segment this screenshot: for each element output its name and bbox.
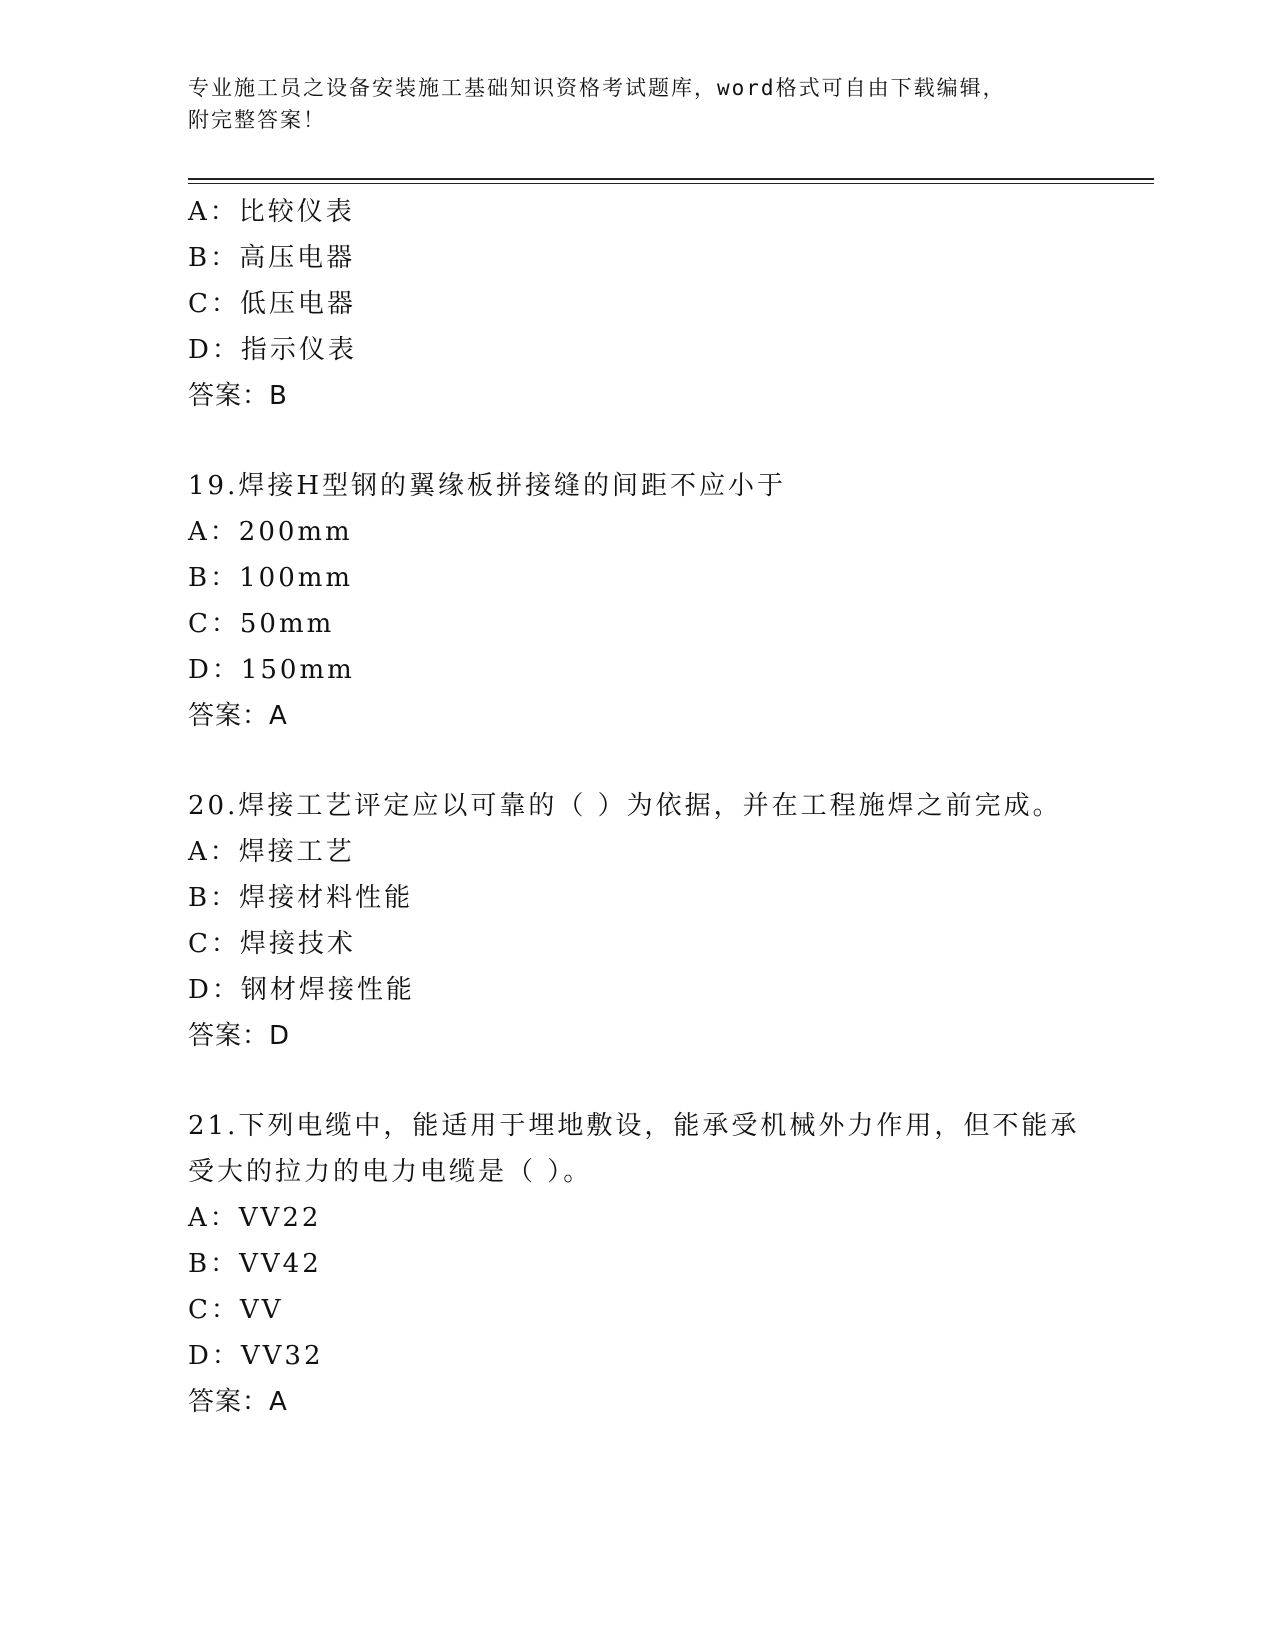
option-d: D：150mm [188, 655, 355, 685]
answer-line: 答案：A [188, 701, 288, 731]
document-header [188, 72, 1088, 136]
option-a: A：VV22 [188, 1203, 322, 1233]
option-c: C：VV [188, 1295, 284, 1325]
question-stem: 20.焊接工艺评定应以可靠的（ ）为依据，并在工程施焊之前完成。 [188, 791, 1062, 821]
answer-line: 答案：D [188, 1021, 291, 1051]
question-stem-line-2: 受大的拉力的电力电缆是（ ）。 [188, 1157, 593, 1187]
option-d: D：钢材焊接性能 [188, 975, 415, 1005]
question-21 [188, 1103, 1148, 1425]
question-stem: 19.焊接H型钢的翼缘板拼接缝的间距不应小于 [188, 471, 787, 501]
option-b: B：焊接材料性能 [188, 883, 414, 913]
option-a: A：200mm [188, 517, 353, 547]
question-19 [188, 463, 1148, 739]
option-c: C：50mm [188, 609, 335, 639]
header-divider-thick [188, 178, 1154, 180]
option-a: A：焊接工艺 [188, 837, 355, 867]
question-18-continued [188, 189, 1148, 419]
question-stem-line-1: 21.下列电缆中，能适用于埋地敷设，能承受机械外力作用，但不能承 [188, 1111, 1080, 1141]
option-b: B：高压电器 [188, 243, 356, 273]
answer-line: 答案：B [188, 381, 288, 411]
question-list [188, 189, 1148, 1425]
option-d: D：VV32 [188, 1341, 324, 1371]
option-c: C：低压电器 [188, 289, 356, 319]
option-a: A：比较仪表 [188, 197, 355, 227]
header-line-1: 专业施工员之设备安装施工基础知识资格考试题库，word格式可自由下载编辑， [188, 76, 1006, 100]
option-b: B：VV42 [188, 1249, 322, 1279]
option-c: C：焊接技术 [188, 929, 356, 959]
header-line-2: 附完整答案！ [188, 108, 326, 132]
header-divider-thin [188, 183, 1154, 184]
option-b: B：100mm [188, 563, 354, 593]
option-d: D：指示仪表 [188, 335, 357, 365]
question-20 [188, 783, 1148, 1059]
answer-line: 答案：A [188, 1387, 288, 1417]
